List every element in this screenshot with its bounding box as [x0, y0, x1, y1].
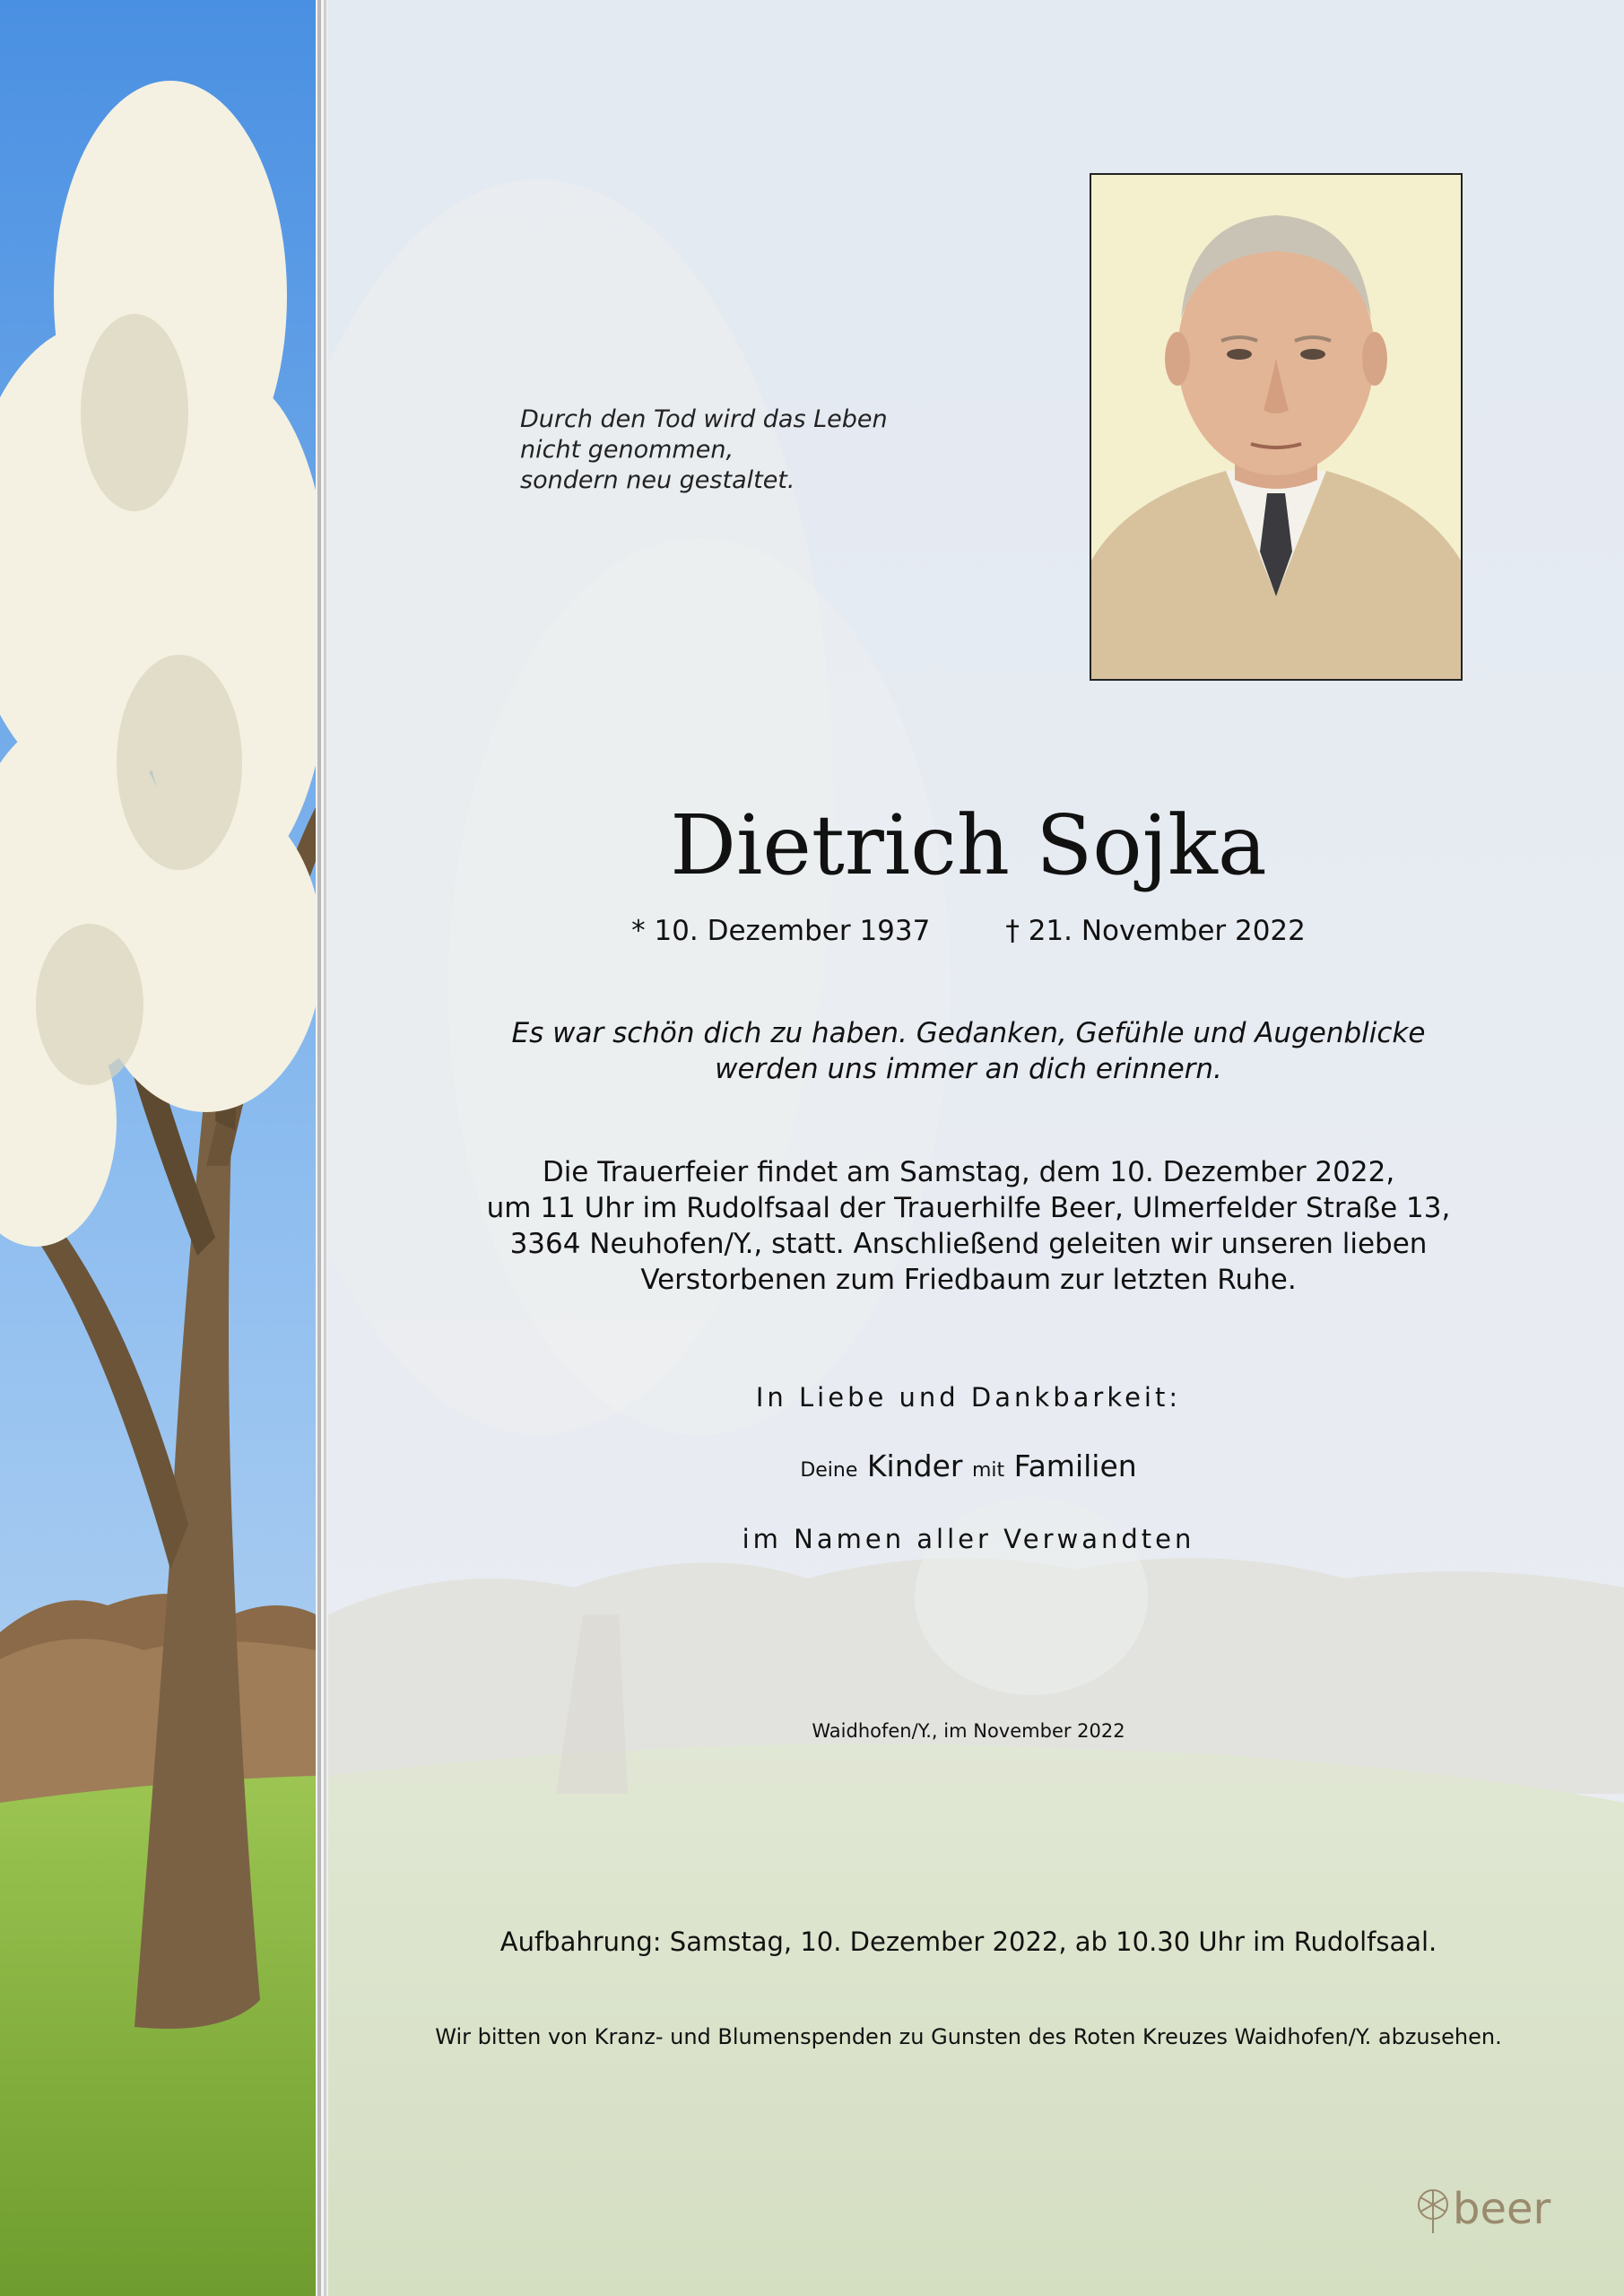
- viewing-info: Aufbahrung: Samstag, 10. Dezember 2022, ab 10.30 Uhr im Rudolfsaal.: [499, 1926, 1437, 1957]
- life-dates: [421, 913, 1515, 949]
- family-mit: mit: [971, 1459, 1005, 1482]
- deceased-name: Dietrich Sojka: [670, 797, 1267, 893]
- family-familien: Familien: [1013, 1448, 1137, 1483]
- funeral-service-info: [421, 1154, 1515, 1298]
- birth-date: * 10. Dezember 1937: [631, 915, 931, 947]
- vertical-divider: [316, 0, 328, 2296]
- verse-line-1: Es war schön dich zu haben. Gedanken, Gefühle und Augenblicke: [511, 1017, 1426, 1049]
- donation-note: Wir bitten von Kranz- und Blumenspenden zu Gunsten des Roten Kreuzes Waidhofen/Y. abzusehen.: [435, 2024, 1502, 2049]
- portrait-illustration: [1091, 175, 1461, 679]
- dandelion-icon: [1415, 2187, 1451, 2237]
- logo-text: beer: [1453, 2184, 1551, 2234]
- quote-line-3: sondern neu gestaltet.: [520, 466, 795, 494]
- verse-line-2: werden uns immer an dich erinnern.: [715, 1053, 1222, 1085]
- quote-line-2: nicht genommen,: [520, 436, 734, 464]
- service-line-3: 3364 Neuhofen/Y., statt. Anschließend geleiten wir unseren lieben: [509, 1228, 1428, 1260]
- death-date: † 21. November 2022: [1005, 915, 1306, 947]
- portrait-photo: [1090, 173, 1463, 681]
- family-kinder: Kinder: [866, 1448, 963, 1483]
- family-deine: Deine: [800, 1459, 858, 1482]
- service-line-2: um 11 Uhr im Rudolfsaal der Trauerhilfe Beer, Ulmerfelder Straße 13,: [486, 1192, 1451, 1224]
- quote-line-1: Durch den Tod wird das Leben: [520, 405, 888, 433]
- opening-quote: [520, 404, 986, 496]
- mourners-heading: In Liebe und Dankbarkeit:: [755, 1382, 1182, 1413]
- mourners-relatives: im Namen aller Verwandten: [742, 1524, 1195, 1554]
- service-line-1: Die Trauerfeier findet am Samstag, dem 10. Dezember 2022,: [542, 1156, 1395, 1188]
- memorial-verse: [421, 1015, 1515, 1087]
- left-photo-panel: [0, 0, 316, 2296]
- mourners-family: [421, 1446, 1515, 1492]
- beer-logo: [1415, 2183, 1550, 2237]
- place-and-date: Waidhofen/Y., im November 2022: [812, 1720, 1125, 1742]
- blossom-tree-photo: [0, 0, 316, 2296]
- service-line-4: Verstorbenen zum Friedbaum zur letzten Ruhe.: [640, 1264, 1297, 1296]
